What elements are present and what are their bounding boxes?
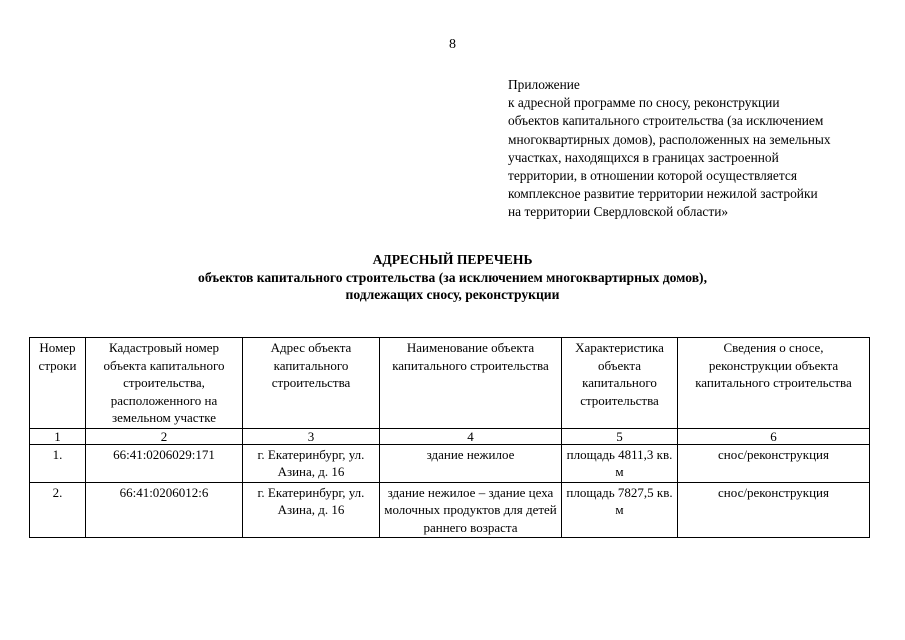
column-number: 3 [243,428,380,444]
header-object-name: Наименование объекта капитального строительства [380,338,562,429]
appendix-line: Приложение [508,77,580,92]
cell-row-number: 2. [30,482,86,538]
cell-row-number: 1. [30,444,86,482]
appendix-line: комплексное развитие территории нежилой застройки [508,186,818,202]
cell-demolition-info: снос/реконструкция [678,482,870,538]
column-number: 6 [678,428,870,444]
column-number-row [30,428,870,444]
cell-cadastral-number: 66:41:0206029:171 [86,444,243,482]
cell-cadastral-number: 66:41:0206012:6 [86,482,243,538]
header-cadastral-number: Кадастровый номер объекта капитального строительства, расположенного на земельном участке [86,338,243,429]
table-row [30,444,870,482]
table-row [30,482,870,538]
page-number: 8 [449,37,456,52]
header-row-number: Номер строки [30,338,86,429]
column-number: 4 [380,428,562,444]
cell-object-name: здание нежилое [380,444,562,482]
column-number: 2 [86,428,243,444]
address-registry-table [29,337,870,538]
appendix-line: многоквартирных домов), расположенных на земельных [508,131,831,147]
column-number: 5 [562,428,678,444]
column-number: 1 [30,428,86,444]
appendix-line: на территории Свердловской области» [508,204,729,220]
heading-subtitle-line1: объектов капитального строительства (за исключением многоквартирных домов), [198,269,707,285]
cell-address: г. Екатеринбург, ул. Азина, д. 16 [243,444,380,482]
appendix-line: участках, находящихся в границах застроенной [508,149,779,165]
cell-characteristic: площадь 4811,3 кв. м [562,444,678,482]
appendix-line: объектов капитального строительства (за исключением [508,113,824,129]
header-address: Адрес объекта капитального строительства [243,338,380,429]
document-heading [0,251,905,304]
appendix-note [508,76,878,222]
header-demolition-info: Сведения о сносе, реконструкции объекта капитального строительства [678,338,870,429]
cell-object-name: здание нежилое – здание цеха молочных продуктов для детей раннего возраста [380,482,562,538]
appendix-line: к адресной программе по сносу, реконструкции [508,95,780,111]
appendix-line: территории, в отношении которой осуществляется [508,168,797,184]
table-header-row [30,338,870,429]
cell-address: г. Екатеринбург, ул. Азина, д. 16 [243,482,380,538]
cell-demolition-info: снос/реконструкция [678,444,870,482]
heading-subtitle-line2: подлежащих сносу, реконструкции [345,287,560,302]
cell-characteristic: площадь 7827,5 кв. м [562,482,678,538]
header-characteristic: Характеристика объекта капитального строительства [562,338,678,429]
heading-title: АДРЕСНЫЙ ПЕРЕЧЕНЬ [372,252,533,267]
